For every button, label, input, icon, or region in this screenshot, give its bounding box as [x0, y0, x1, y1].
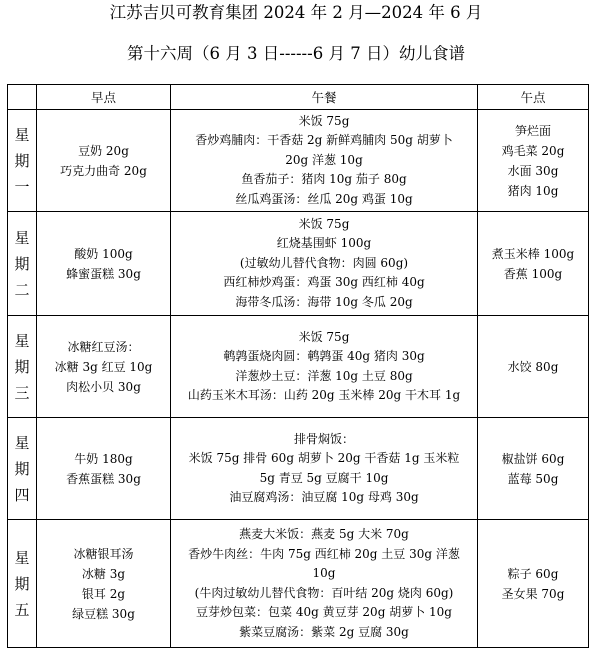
breakfast-cell [37, 316, 171, 418]
menu-line: 香炒鸡脯肉：干香菇 2g 新鲜鸡脯肉 50g 胡萝卜 [195, 133, 453, 148]
menu-line: 米饭 75g [298, 216, 350, 231]
day-char: 期 [14, 574, 30, 593]
menu-line: 豆奶 20g [78, 143, 129, 158]
menu-line: (过敏幼儿替代食物：肉圆 60g) [239, 255, 409, 270]
day-char: 星 [14, 125, 30, 144]
column-header-snack: 午点 [478, 85, 589, 110]
day-char: 星 [14, 228, 30, 247]
menu-line: 洋葱炒土豆：洋葱 10g 土豆 80g [235, 368, 413, 383]
day-char: 星 [14, 433, 30, 452]
menu-line: 10g [312, 566, 336, 580]
menu-line: 绿豆糕 30g [72, 606, 135, 621]
menu-line: 蓝莓 50g [507, 471, 559, 486]
table-row [8, 110, 589, 212]
day-char: 三 [14, 383, 30, 402]
day-char: 期 [14, 254, 30, 273]
menu-line: 肉松小贝 30g [66, 379, 141, 394]
menu-line: 西红柿炒鸡蛋：鸡蛋 30g 西红柿 40g [223, 275, 425, 290]
menu-line: 5g 青豆 5g 豆腐干 10g [259, 470, 389, 485]
menu-line: 椒盐饼 60g [501, 451, 565, 466]
day-char: 期 [14, 357, 30, 376]
table-row [8, 418, 589, 520]
menu-line: 鹌鹑蛋烧肉圆：鹌鹑蛋 40g 猪肉 30g [223, 349, 425, 363]
lunch-cell [171, 212, 478, 316]
breakfast-cell [37, 520, 171, 648]
day-char: 星 [14, 331, 30, 350]
day-cell [8, 316, 37, 418]
menu-line: 20g 洋葱 10g [285, 152, 363, 167]
menu-line: 香炒牛肉丝：牛肉 75g 西红柿 20g 土豆 30g 洋葱 [188, 546, 460, 561]
menu-table [7, 84, 589, 648]
day-char: 一 [14, 177, 30, 196]
day-cell [8, 212, 37, 316]
day-char: 二 [14, 280, 30, 299]
lunch-cell [171, 110, 478, 212]
menu-line: 米饭 75g 排骨 60g 胡萝卜 20g 干香菇 1g 玉米粒 [188, 451, 460, 465]
lunch-cell [171, 520, 478, 648]
menu-line: 圣女果 70g [501, 586, 565, 601]
menu-line: 丝瓜鸡蛋汤：丝瓜 20g 鸡蛋 10g [235, 191, 413, 206]
menu-line: 香蕉蛋糕 30g [66, 471, 141, 486]
menu-line: 鱼香茄子：猪肉 10g 茄子 80g [241, 172, 407, 187]
menu-line: 笋烂面 [514, 123, 551, 138]
menu-line: 煮玉米棒 100g [491, 246, 575, 261]
snack-cell [478, 110, 589, 212]
menu-line: 山药玉米木耳汤：山药 20g 玉米棒 20g 干木耳 1g [187, 388, 461, 402]
snack-cell [478, 520, 589, 648]
day-cell [8, 418, 37, 520]
menu-line: 米饭 75g [298, 113, 350, 128]
day-char: 星 [14, 548, 30, 567]
day-char: 四 [14, 485, 30, 504]
menu-line: 猪肉 10g [507, 183, 559, 198]
table-header-row [8, 85, 589, 110]
menu-line: 水饺 80g [507, 359, 559, 374]
menu-line: 排骨焖饭： [293, 431, 354, 446]
column-header-day [8, 85, 37, 110]
column-header-breakfast: 早点 [37, 85, 171, 110]
menu-line: 紫菜豆腐汤：紫菜 2g 豆腐 30g [239, 624, 409, 639]
menu-line: 酸奶 100g [74, 246, 133, 261]
menu-line: 水面 30g [507, 163, 559, 178]
table-row [8, 520, 589, 648]
menu-line: 粽子 60g [507, 566, 559, 581]
menu-line: 油豆腐鸡汤：油豆腐 10g 母鸡 30g [229, 490, 419, 504]
menu-line: 冰糖 3g [81, 566, 126, 581]
menu-line: 鸡毛菜 20g [501, 143, 565, 158]
menu-line: 银耳 2g [81, 586, 126, 601]
menu-line: 米饭 75g [298, 329, 350, 344]
snack-cell [478, 212, 589, 316]
day-char: 期 [14, 151, 30, 170]
table-row [8, 212, 589, 316]
menu-line: 蜂蜜蛋糕 30g [66, 266, 141, 281]
menu-line: 香蕉 100g [503, 266, 563, 281]
day-cell [8, 520, 37, 648]
menu-line: 豆芽炒包菜：包菜 40g 黄豆芽 20g 胡萝卜 10g [196, 605, 452, 619]
day-cell [8, 110, 37, 212]
day-char: 期 [14, 459, 30, 478]
snack-cell [478, 418, 589, 520]
menu-line: 巧克力曲奇 20g [60, 163, 147, 178]
menu-line: 冰糖红豆汤： [67, 339, 140, 354]
day-char: 五 [14, 600, 30, 619]
page-title: 江苏吉贝可教育集团 2024 年 2 月—2024 年 6 月 [109, 3, 483, 22]
breakfast-cell [37, 110, 171, 212]
menu-line: 红烧基围虾 100g [276, 236, 372, 251]
menu-line: 燕麦大米饭：燕麦 5g 大米 70g [239, 527, 409, 541]
table-row [8, 316, 589, 418]
breakfast-cell [37, 418, 171, 520]
lunch-cell [171, 316, 478, 418]
menu-line: (牛肉过敏幼儿替代食物：百叶结 20g 烧肉 60g) [194, 585, 454, 600]
breakfast-cell [37, 212, 171, 316]
snack-cell [478, 316, 589, 418]
menu-line: 冰糖 3g 红豆 10g [54, 359, 153, 374]
lunch-cell [171, 418, 478, 520]
menu-line: 牛奶 180g [74, 451, 133, 466]
menu-line: 海带冬瓜汤：海带 10g 冬瓜 20g [235, 294, 413, 309]
menu-line: 冰糖银耳汤 [73, 546, 134, 561]
column-header-lunch: 午餐 [171, 85, 478, 110]
page-subtitle: 第十六周（6 月 3 日------6 月 7 日）幼儿食谱 [127, 44, 465, 63]
